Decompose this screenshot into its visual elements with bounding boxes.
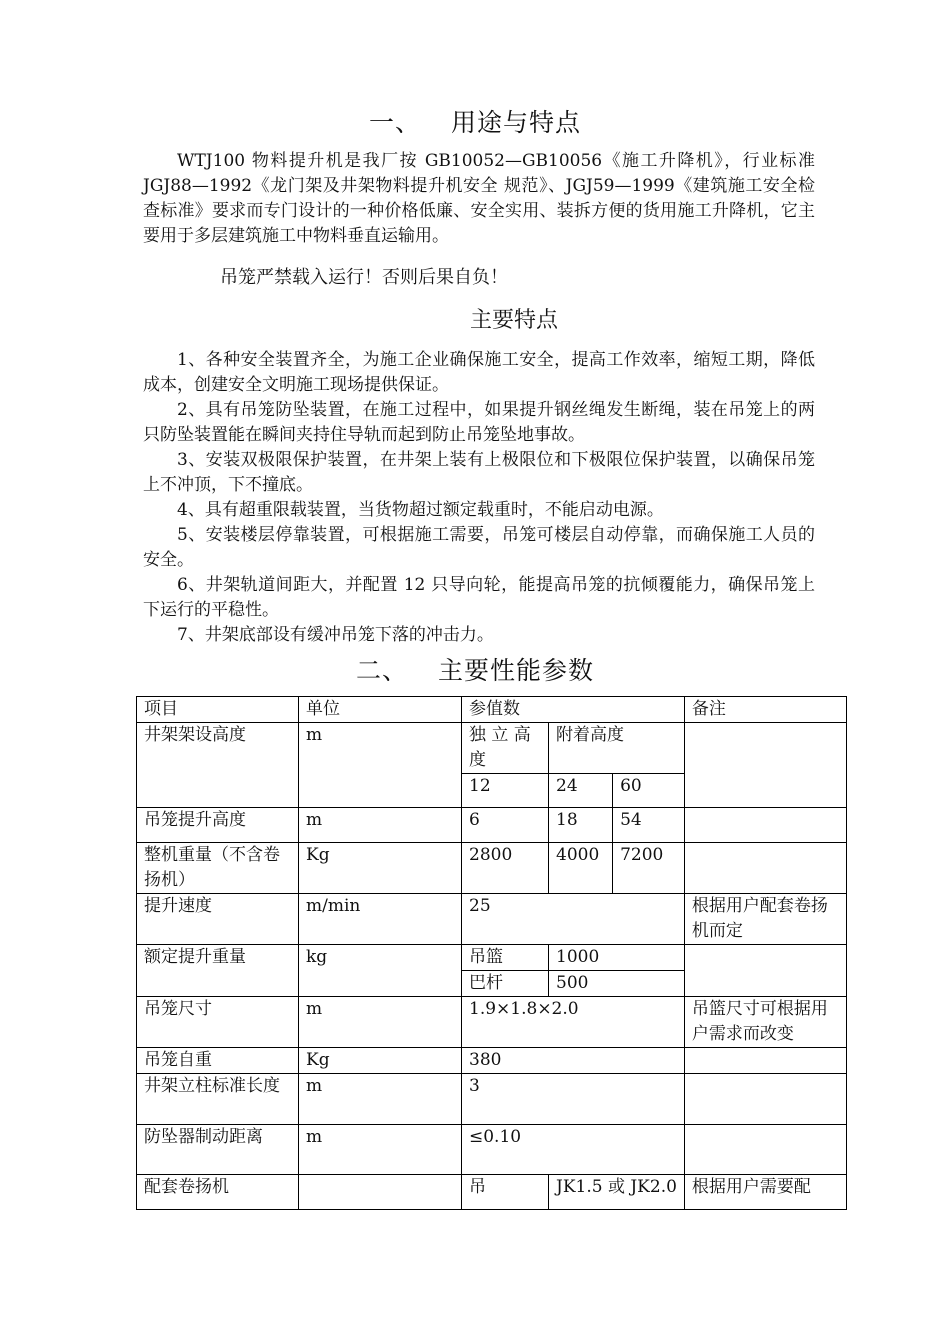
header-unit: 单位 xyxy=(299,697,462,723)
cell-value-2: 4000 xyxy=(549,843,613,894)
cell-unit: m xyxy=(299,808,462,843)
table-row xyxy=(137,1175,847,1210)
feature-item-7: 7、井架底部设有缓冲吊笼下落的冲击力。 xyxy=(177,625,494,645)
cell-unit: m xyxy=(299,997,462,1048)
section-1-number: 一、 xyxy=(368,108,421,137)
cell-note xyxy=(684,1074,846,1125)
cell-note xyxy=(684,1125,846,1175)
table-row xyxy=(137,723,847,774)
table-row xyxy=(137,894,847,945)
feature-item-3: 3、安装双极限保护装置，在井架上装有上极限位和下极限位保护装置，以确保吊笼上不冲顶，下不撞底。 xyxy=(143,450,815,495)
cell-value-1: 6 xyxy=(462,808,549,843)
cell-item: 吊笼尺寸 xyxy=(137,997,299,1048)
cell-value-3: 7200 xyxy=(613,843,685,894)
table-row xyxy=(137,1048,847,1074)
section-2-number: 二、 xyxy=(355,656,408,685)
cell-item: 整机重量（不含卷扬机） xyxy=(137,843,299,894)
table-row xyxy=(137,945,847,971)
cell-value-1: 12 xyxy=(462,774,549,808)
cell-value: 25 xyxy=(462,894,685,945)
table-row xyxy=(137,1074,847,1125)
header-item: 项目 xyxy=(137,697,299,723)
cell-item: 额定提升重量 xyxy=(137,945,299,997)
cell-unit: kg xyxy=(299,945,462,997)
cell-unit: m xyxy=(299,1125,462,1175)
cell-item: 防坠器制动距离 xyxy=(137,1125,299,1175)
table-row xyxy=(137,843,847,894)
section-1-title: 用途与特点 xyxy=(451,108,582,137)
cell-rod-label: 巴杆 xyxy=(462,971,549,997)
cell-unit: Kg xyxy=(299,1048,462,1074)
table-row xyxy=(137,1125,847,1175)
features-heading: 主要特点 xyxy=(469,308,558,333)
cell-basket-label: 吊篮 xyxy=(462,945,549,971)
cell-note: 吊篮尺寸可根据用户需求而改变 xyxy=(684,997,846,1048)
cell-value: 380 xyxy=(462,1048,685,1074)
cell-rod-value: 500 xyxy=(549,971,685,997)
cell-value-3: 54 xyxy=(613,808,685,843)
table-row xyxy=(137,808,847,843)
cell-item: 提升速度 xyxy=(137,894,299,945)
feature-item-6: 6、井架轨道间距大，并配置 12 只导向轮，能提高吊笼的抗倾覆能力，确保吊笼上下运行的平稳性。 xyxy=(143,575,815,620)
intro-paragraph: WTJ100 物料提升机是我厂按 GB10052—GB10056《施工升降机》，行业标准JGJ88—1992《龙门架及井架物料提升机安全 规范》、JGJ59—1999《建筑施工安全检查标准》要求而专门设计的一种价格低廉、安全实用、装拆方便的货用施工升降机，它主要用于多层建筑施工中物料垂直运输用。 xyxy=(143,151,815,246)
cell-value: 1.9×1.8×2.0 xyxy=(462,997,685,1048)
cell-value: 3 xyxy=(462,1074,685,1125)
table-row xyxy=(137,997,847,1048)
cell-value-2: 18 xyxy=(549,808,613,843)
cell-note xyxy=(684,808,846,843)
cell-unit: m xyxy=(299,1074,462,1125)
header-value: 参值数 xyxy=(462,697,685,723)
cell-unit xyxy=(299,1175,462,1210)
section-2-heading xyxy=(0,651,950,687)
cell-item: 井架架设高度 xyxy=(137,723,299,808)
feature-item-1: 1、各种安全装置齐全，为施工企业确保施工安全，提高工作效率，缩短工期，降低成本，创建安全文明施工现场提供保证。 xyxy=(143,350,815,395)
cell-item: 吊笼提升高度 xyxy=(137,808,299,843)
cell-note xyxy=(684,723,846,808)
warning-text: 吊笼严禁载入运行！否则后果自负！ xyxy=(220,267,508,288)
cell-unit: m/min xyxy=(299,894,462,945)
cell-sub-attached-height: 附着高度 xyxy=(549,723,685,774)
cell-note xyxy=(684,1048,846,1074)
table-header-row xyxy=(137,697,847,723)
cell-item: 吊笼自重 xyxy=(137,1048,299,1074)
section-1-heading xyxy=(0,103,950,139)
cell-sub-standalone-height: 独 立 高度 xyxy=(462,723,549,774)
feature-item-4: 4、具有超重限载装置，当货物超过额定载重时，不能启动电源。 xyxy=(177,500,664,520)
feature-item-2: 2、具有吊笼防坠装置，在施工过程中，如果提升钢丝绳发生断绳，装在吊笼上的两只防坠装置能在瞬间夹持住导轨而起到防止吊笼坠地事故。 xyxy=(143,400,815,445)
cell-value-1: 2800 xyxy=(462,843,549,894)
header-note: 备注 xyxy=(684,697,846,723)
cell-value: ≤0.10 xyxy=(462,1125,685,1175)
cell-value-3: 60 xyxy=(613,774,685,808)
cell-basket-value: 1000 xyxy=(549,945,685,971)
parameters-table xyxy=(136,696,847,1210)
cell-note: 根据用户需要配 xyxy=(684,1175,846,1210)
cell-item: 配套卷扬机 xyxy=(137,1175,299,1210)
cell-value-2: 24 xyxy=(549,774,613,808)
cell-note xyxy=(684,945,846,997)
cell-item: 井架立柱标准长度 xyxy=(137,1074,299,1125)
cell-unit: Kg xyxy=(299,843,462,894)
cell-note xyxy=(684,843,846,894)
cell-note: 根据用户配套卷扬机而定 xyxy=(684,894,846,945)
cell-unit: m xyxy=(299,723,462,808)
cell-value: JK1.5 或 JK2.0 xyxy=(549,1175,685,1210)
section-2-title: 主要性能参数 xyxy=(438,656,595,685)
feature-item-5: 5、安装楼层停靠装置，可根据施工需要，吊笼可楼层自动停靠，而确保施工人员的安全。 xyxy=(143,525,815,570)
cell-value-prefix: 吊 xyxy=(462,1175,549,1210)
